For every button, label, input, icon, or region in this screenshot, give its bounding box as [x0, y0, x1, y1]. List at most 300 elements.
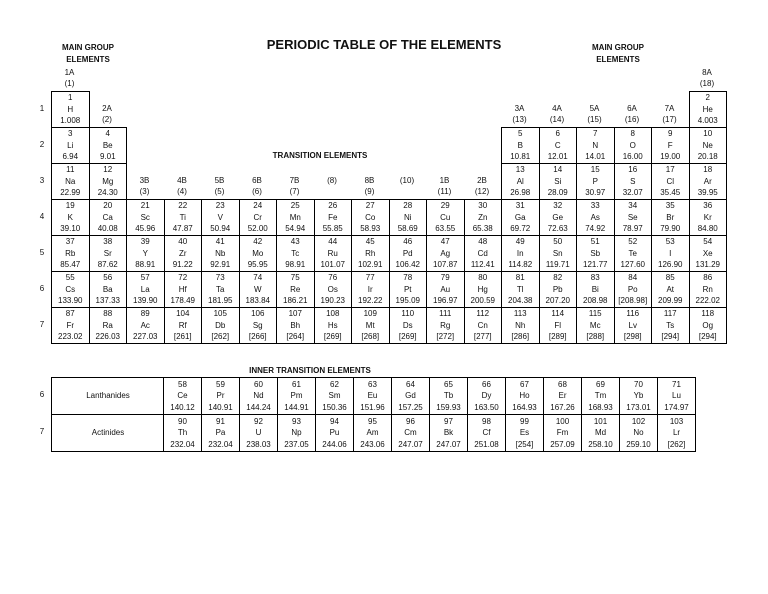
- atomic-mass: 35.45: [660, 188, 681, 198]
- element-symbol: Tl: [516, 284, 524, 294]
- element-symbol: Fe: [328, 212, 338, 222]
- element-cell-lv: [614, 307, 653, 344]
- element-symbol: Sb: [590, 248, 601, 258]
- element-cell-tb: [429, 377, 468, 415]
- group-header-number: (4): [177, 187, 187, 196]
- element-cell-tl: [501, 271, 540, 308]
- atomic-mass: 52.00: [247, 224, 268, 234]
- atomic-mass: 167.26: [550, 402, 575, 412]
- element-cell-no: [619, 414, 658, 452]
- atomic-number: 75: [290, 273, 300, 282]
- element-cell-mo: [239, 235, 278, 272]
- atomic-number: 27: [365, 201, 375, 210]
- atomic-number: 71: [672, 379, 681, 389]
- atomic-number: 24: [253, 201, 263, 210]
- atomic-number: 94: [330, 416, 339, 426]
- atomic-number: 86: [703, 273, 713, 282]
- atomic-mass: 127.60: [620, 260, 645, 270]
- element-symbol: Cr: [253, 212, 262, 222]
- element-cell-au: [426, 271, 465, 308]
- element-cell-cr: [239, 199, 278, 236]
- atomic-mass: 174.97: [664, 402, 689, 412]
- group-header-number: (15): [587, 115, 602, 124]
- group-header-name: 7B: [289, 176, 300, 185]
- element-cell-s: [614, 163, 653, 200]
- element-cell-sn: [539, 235, 578, 272]
- element-cell-bh: [276, 307, 315, 344]
- atomic-mass: 112.41: [470, 260, 495, 270]
- atomic-mass: 126.90: [658, 260, 683, 270]
- group-header-number: (12): [474, 187, 490, 196]
- element-symbol: Pu: [329, 428, 340, 438]
- group-header-number: (6): [252, 187, 262, 196]
- atomic-mass: 200.59: [470, 296, 495, 306]
- group-header-number: (9): [364, 187, 375, 196]
- element-symbol: Ni: [403, 212, 412, 222]
- atomic-mass: 84.80: [697, 224, 718, 234]
- element-symbol: Mn: [289, 212, 301, 222]
- element-cell-pt: [389, 271, 428, 308]
- atomic-number: 66: [482, 379, 491, 389]
- atomic-number: 15: [590, 165, 600, 174]
- atomic-mass: 20.18: [697, 152, 718, 162]
- element-cell-se: [614, 199, 653, 236]
- element-cell-kr: [689, 199, 728, 236]
- element-cell-br: [651, 199, 690, 236]
- atomic-mass: [272]: [436, 332, 455, 342]
- element-cell-mg: [89, 163, 128, 200]
- atomic-number: 5: [518, 129, 523, 138]
- group-header-number: (7): [289, 187, 300, 196]
- element-cell-np: [277, 414, 316, 452]
- element-symbol: Sc: [140, 212, 150, 222]
- element-symbol: Db: [215, 320, 226, 330]
- element-cell-at: [651, 271, 690, 308]
- atomic-mass: 164.93: [512, 402, 537, 412]
- element-symbol: Al: [516, 176, 524, 186]
- atomic-mass: 227.03: [133, 332, 158, 342]
- atomic-mass: 106.42: [395, 260, 420, 270]
- atomic-mass: 181.95: [208, 296, 233, 306]
- element-cell-xe: [689, 235, 728, 272]
- atomic-number: 78: [403, 273, 413, 282]
- element-cell-o: [614, 127, 653, 164]
- atomic-number: 99: [520, 416, 529, 426]
- element-cell-rf: [164, 307, 203, 344]
- element-cell-k: [51, 199, 90, 236]
- atomic-number: 91: [216, 416, 225, 426]
- element-symbol: Er: [558, 391, 567, 401]
- element-cell-am: [353, 414, 392, 452]
- atomic-mass: 74.92: [585, 224, 606, 234]
- group-header: [276, 175, 313, 197]
- element-cell-li: [51, 127, 90, 164]
- atomic-number: 34: [628, 201, 638, 210]
- period-label: 2: [39, 139, 45, 149]
- atomic-mass: 144.24: [246, 402, 271, 412]
- element-cell-rb: [51, 235, 90, 272]
- atomic-mass: 168.93: [588, 402, 613, 412]
- element-symbol: Pa: [215, 428, 226, 438]
- element-cell-cm: [391, 414, 430, 452]
- element-symbol: H: [67, 104, 74, 114]
- element-symbol: P: [592, 176, 598, 186]
- atomic-mass: 79.90: [660, 224, 681, 234]
- atomic-mass: [294]: [661, 332, 680, 342]
- element-symbol: Br: [666, 212, 675, 222]
- atomic-number: 41: [215, 237, 225, 246]
- atomic-mass: 30.97: [585, 188, 606, 198]
- element-cell-na: [51, 163, 90, 200]
- atomic-mass: 40.08: [97, 224, 118, 234]
- element-symbol: Cf: [482, 428, 491, 438]
- element-cell-c: [539, 127, 578, 164]
- atomic-number: 60: [254, 379, 263, 389]
- atomic-number: 25: [290, 201, 300, 210]
- group-header: [201, 175, 238, 197]
- group-header-number: (2): [102, 115, 112, 124]
- atomic-mass: 131.29: [695, 260, 720, 270]
- atomic-number: 111: [439, 309, 452, 318]
- atomic-number: 8: [630, 129, 635, 138]
- atomic-mass: 244.06: [322, 439, 347, 449]
- atomic-mass: 251.08: [474, 439, 499, 449]
- element-symbol: Mc: [589, 320, 601, 330]
- atomic-mass: 257.09: [550, 439, 575, 449]
- atomic-number: 12: [103, 165, 113, 174]
- element-cell-te: [614, 235, 653, 272]
- element-symbol: Sn: [552, 248, 563, 258]
- atomic-mass: 139.90: [133, 296, 158, 306]
- group-header-name: 6B: [252, 176, 262, 185]
- element-cell-ho: [505, 377, 544, 415]
- element-symbol: Zn: [478, 212, 488, 222]
- element-cell-er: [543, 377, 582, 415]
- element-symbol: Be: [102, 140, 113, 150]
- element-cell-mt: [351, 307, 390, 344]
- group-header-name: 5B: [214, 176, 225, 185]
- atomic-number: 35: [665, 201, 675, 210]
- atomic-mass: 50.94: [210, 224, 231, 234]
- atomic-number: 74: [253, 273, 263, 282]
- atomic-number: 64: [406, 379, 415, 389]
- atomic-mass: 91.22: [172, 260, 193, 270]
- atomic-mass: 1.008: [60, 116, 81, 126]
- atomic-mass: 208.98: [583, 296, 608, 306]
- atomic-number: 116: [626, 309, 640, 318]
- element-symbol: Og: [702, 320, 714, 330]
- element-symbol: Fl: [554, 320, 562, 330]
- main-group-left-heading: [48, 42, 128, 66]
- atomic-number: 82: [553, 273, 563, 282]
- element-symbol: Re: [290, 284, 301, 294]
- atomic-mass: 196.97: [433, 296, 458, 306]
- inner-transition-label: INNER TRANSITION ELEMENTS: [249, 366, 371, 375]
- element-symbol: Th: [177, 428, 188, 438]
- atomic-number: 105: [213, 309, 227, 318]
- element-cell-db: [201, 307, 240, 344]
- element-symbol: Nb: [215, 248, 226, 258]
- atomic-number: 53: [665, 237, 675, 246]
- element-cell-in: [501, 235, 540, 272]
- element-symbol: S: [630, 176, 636, 186]
- element-cell-lu: [657, 377, 696, 415]
- atomic-mass: 247.07: [436, 439, 461, 449]
- element-symbol: Tm: [594, 391, 607, 401]
- group-header: [314, 175, 351, 186]
- element-symbol: Md: [594, 428, 607, 438]
- atomic-number: 90: [178, 416, 187, 426]
- element-symbol: Sr: [103, 248, 112, 258]
- atomic-number: 108: [326, 309, 340, 318]
- element-cell-he: [689, 91, 728, 128]
- atomic-mass: 95.95: [247, 260, 268, 270]
- atomic-mass: 32.07: [622, 188, 643, 198]
- atomic-number: 39: [140, 237, 150, 246]
- atomic-number: 18: [703, 165, 713, 174]
- atomic-mass: 259.10: [626, 439, 651, 449]
- page-title: PERIODIC TABLE OF THE ELEMENTS: [266, 37, 502, 52]
- element-cell-sm: [315, 377, 354, 415]
- group-header: [51, 67, 88, 89]
- atomic-number: 29: [440, 201, 450, 210]
- atomic-number: 113: [513, 309, 527, 318]
- atomic-number: 104: [176, 309, 190, 318]
- element-cell-ts: [651, 307, 690, 344]
- atomic-number: 10: [703, 129, 713, 138]
- atomic-mass: 114.82: [508, 260, 533, 270]
- atomic-mass: 222.02: [695, 296, 720, 306]
- atomic-number: 62: [330, 379, 339, 389]
- group-header-name: 2B: [477, 176, 487, 185]
- element-symbol: Lu: [672, 391, 681, 401]
- atomic-number: 33: [590, 201, 600, 210]
- atomic-number: 80: [478, 273, 488, 282]
- element-symbol: Pt: [403, 284, 412, 294]
- group-header-name: 4A: [552, 104, 562, 113]
- element-symbol: In: [516, 248, 524, 258]
- atomic-mass: 207.20: [545, 296, 570, 306]
- atomic-number: 4: [105, 129, 110, 138]
- element-symbol: At: [666, 284, 675, 294]
- element-symbol: Hs: [327, 320, 338, 330]
- atomic-mass: 26.98: [510, 188, 531, 198]
- atomic-number: 57: [140, 273, 150, 282]
- atomic-mass: 223.02: [58, 332, 83, 342]
- element-cell-n: [576, 127, 615, 164]
- element-cell-md: [581, 414, 620, 452]
- atomic-mass: 183.84: [245, 296, 270, 306]
- element-symbol: Pd: [402, 248, 413, 258]
- atomic-number: 26: [328, 201, 338, 210]
- element-symbol: Ce: [177, 391, 188, 401]
- atomic-mass: 192.22: [358, 296, 383, 306]
- element-symbol: Bi: [591, 284, 599, 294]
- atomic-number: 30: [478, 201, 488, 210]
- element-symbol: Sg: [252, 320, 263, 330]
- element-symbol: Rg: [440, 320, 451, 330]
- atomic-number: 20: [103, 201, 113, 210]
- atomic-mass: 101.07: [320, 260, 345, 270]
- element-cell-ds: [389, 307, 428, 344]
- element-symbol: U: [255, 428, 262, 438]
- group-header: [614, 103, 651, 125]
- group-header: [501, 103, 538, 125]
- atomic-number: 61: [292, 379, 301, 389]
- element-symbol: O: [629, 140, 636, 150]
- group-header-number: (14): [549, 115, 565, 124]
- atomic-number: 114: [551, 309, 565, 318]
- element-cell-fe: [314, 199, 353, 236]
- atomic-mass: 63.55: [435, 224, 456, 234]
- group-header-number: (1): [64, 79, 75, 88]
- atomic-number: 67: [520, 379, 529, 389]
- element-symbol: Cs: [65, 284, 76, 294]
- atomic-number: 85: [665, 273, 675, 282]
- element-symbol: W: [253, 284, 262, 294]
- element-cell-bi: [576, 271, 615, 308]
- element-symbol: I: [669, 248, 672, 258]
- element-symbol: Ir: [367, 284, 373, 294]
- atomic-mass: 173.01: [626, 402, 651, 412]
- element-symbol: Ac: [140, 320, 150, 330]
- atomic-number: 31: [515, 201, 525, 210]
- group-header-name: 7A: [664, 104, 675, 113]
- atomic-mass: 226.03: [95, 332, 120, 342]
- group-header-number: (18): [699, 79, 715, 88]
- element-cell-ce: [163, 377, 202, 415]
- atomic-number: 32: [553, 201, 563, 210]
- atomic-mass: 58.93: [360, 224, 381, 234]
- atomic-mass: 58.69: [397, 224, 418, 234]
- atomic-mass: 178.49: [170, 296, 195, 306]
- group-header: [651, 103, 688, 125]
- element-cell-og: [689, 307, 728, 344]
- group-header-name: 3A: [514, 104, 525, 113]
- element-symbol: B: [517, 140, 523, 150]
- atomic-number: 97: [444, 416, 453, 426]
- atomic-mass: 133.90: [58, 296, 83, 306]
- group-header: [351, 175, 388, 197]
- atomic-number: 6: [555, 129, 560, 138]
- element-cell-mn: [276, 199, 315, 236]
- atomic-number: 77: [365, 273, 375, 282]
- group-header: [689, 67, 726, 89]
- element-cell-pb: [539, 271, 578, 308]
- element-cell-bk: [429, 414, 468, 452]
- atomic-number: 7: [593, 129, 598, 138]
- period-label: 5: [39, 247, 45, 257]
- group-header: [539, 103, 576, 125]
- group-header: [89, 103, 126, 125]
- atomic-number: 2: [705, 93, 710, 102]
- atomic-mass: 28.09: [547, 188, 568, 198]
- element-cell-cu: [426, 199, 465, 236]
- group-header: [126, 175, 163, 197]
- element-cell-ti: [164, 199, 203, 236]
- period-label: 7: [39, 319, 45, 329]
- atomic-number: 98: [482, 416, 491, 426]
- atomic-mass: 140.91: [208, 402, 233, 412]
- atomic-number: 9: [668, 129, 673, 138]
- group-header-number: (11): [437, 187, 452, 196]
- atomic-mass: 232.04: [170, 439, 195, 449]
- element-cell-ir: [351, 271, 390, 308]
- atomic-mass: 78.97: [622, 224, 643, 234]
- element-symbol: Po: [627, 284, 638, 294]
- atomic-mass: 45.96: [135, 224, 156, 234]
- element-cell-pa: [201, 414, 240, 452]
- atomic-mass: [294]: [698, 332, 717, 342]
- element-symbol: He: [702, 104, 713, 114]
- element-cell-tm: [581, 377, 620, 415]
- element-symbol: Rb: [65, 248, 76, 258]
- atomic-number: 48: [478, 237, 488, 246]
- element-symbol: Sm: [328, 391, 341, 401]
- element-cell-es: [505, 414, 544, 452]
- period-label: 1: [39, 103, 45, 113]
- element-cell-f: [651, 127, 690, 164]
- element-symbol: Tb: [443, 391, 454, 401]
- element-cell-ni: [389, 199, 428, 236]
- main-group-right-line2: ELEMENTS: [596, 55, 640, 64]
- atomic-mass: 243.06: [360, 439, 385, 449]
- element-symbol: Ru: [327, 248, 338, 258]
- element-cell-fl: [539, 307, 578, 344]
- element-symbol: Kr: [703, 212, 712, 222]
- atomic-mass: 232.04: [208, 439, 233, 449]
- main-group-left-line1: MAIN GROUP: [62, 43, 114, 52]
- element-symbol: Np: [291, 428, 302, 438]
- atomic-number: 58: [178, 379, 187, 389]
- atomic-number: 40: [178, 237, 188, 246]
- atomic-mass: [208.98]: [618, 296, 648, 306]
- element-cell-co: [351, 199, 390, 236]
- element-cell-nh: [501, 307, 540, 344]
- element-symbol: Ca: [102, 212, 113, 222]
- group-header: [164, 175, 201, 197]
- atomic-number: 22: [178, 201, 188, 210]
- atomic-mass: 87.62: [97, 260, 118, 270]
- element-cell-dy: [467, 377, 506, 415]
- element-symbol: Dy: [481, 391, 492, 401]
- atomic-number: 118: [701, 309, 715, 318]
- atomic-mass: 209.99: [658, 296, 683, 306]
- group-header: [389, 175, 426, 186]
- atomic-number: 112: [476, 309, 490, 318]
- element-symbol: Te: [628, 248, 637, 258]
- atomic-mass: 150.36: [322, 402, 347, 412]
- atomic-mass: [298]: [623, 332, 642, 342]
- element-symbol: Mg: [102, 176, 114, 186]
- element-cell-th: [163, 414, 202, 452]
- element-symbol: Mt: [365, 320, 375, 330]
- element-cell-ca: [89, 199, 128, 236]
- atomic-number: 43: [290, 237, 300, 246]
- element-symbol: Co: [365, 212, 376, 222]
- atomic-number: 3: [68, 129, 73, 138]
- group-header-number: (17): [662, 115, 677, 124]
- atomic-number: 63: [368, 379, 377, 389]
- atomic-mass: 10.81: [510, 152, 531, 162]
- atomic-number: 37: [65, 237, 75, 246]
- group-header-number: (10): [399, 176, 415, 185]
- atomic-number: 11: [66, 165, 75, 174]
- atomic-mass: 24.30: [97, 188, 118, 198]
- element-cell-nb: [201, 235, 240, 272]
- element-cell-os: [314, 271, 353, 308]
- element-symbol: N: [592, 140, 599, 150]
